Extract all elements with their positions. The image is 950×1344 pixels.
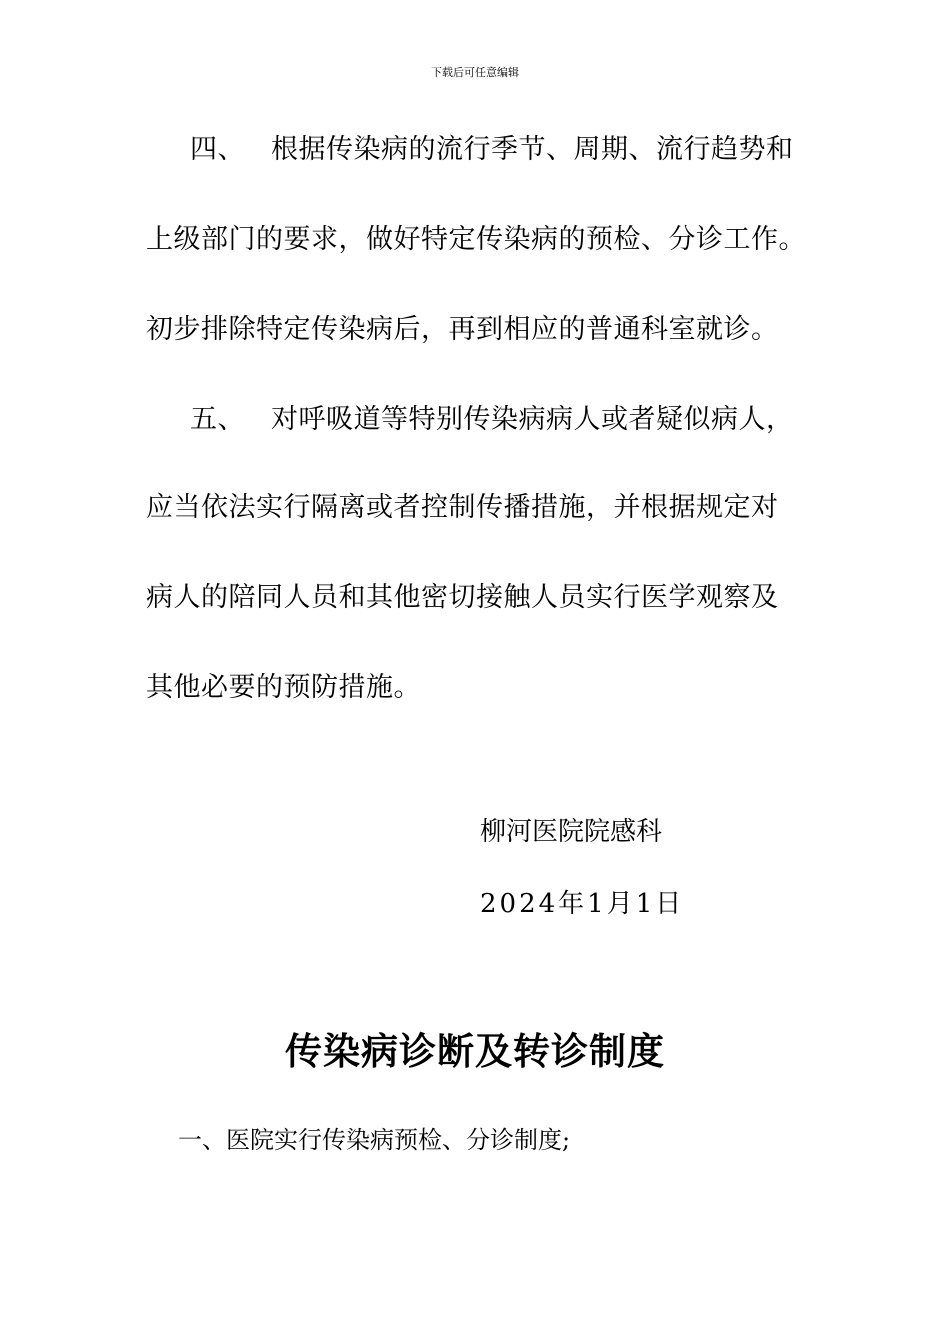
item-1-text: 一、医院实行传染病预检、分诊制度; xyxy=(178,1126,571,1154)
section-4-text-line-1: 根据传染病的流行季节、周期、流行趋势和 xyxy=(271,134,794,165)
document-title: 传染病诊断及转诊制度 xyxy=(285,1030,665,1073)
section-4-first-line xyxy=(190,134,794,166)
section-4-marker: 四、 xyxy=(190,134,245,165)
section-4-text-line-3: 初步排除特定传染病后，再到相应的普通科室就诊。 xyxy=(146,314,779,345)
section-5-text-line-3: 病人的陪同人员和其他密切接触人员实行医学观察及 xyxy=(146,582,779,613)
section-5-text-line-4: 其他必要的预防措施。 xyxy=(146,672,421,703)
page-header-note: 下载后可任意编辑 xyxy=(431,66,519,79)
signature-date: 2024年1月1日 xyxy=(480,889,685,919)
section-5-text-line-1: 对呼吸道等特别传染病病人或者疑似病人， xyxy=(271,404,794,435)
signature-department: 柳河医院院感科 xyxy=(480,817,663,847)
section-5-first-line xyxy=(190,404,794,436)
section-5-marker: 五、 xyxy=(190,404,245,435)
section-4-text-line-2: 上级部门的要求，做好特定传染病的预检、分诊工作。 xyxy=(146,224,806,255)
section-5-text-line-2: 应当依法实行隔离或者控制传播措施，并根据规定对 xyxy=(146,492,779,523)
